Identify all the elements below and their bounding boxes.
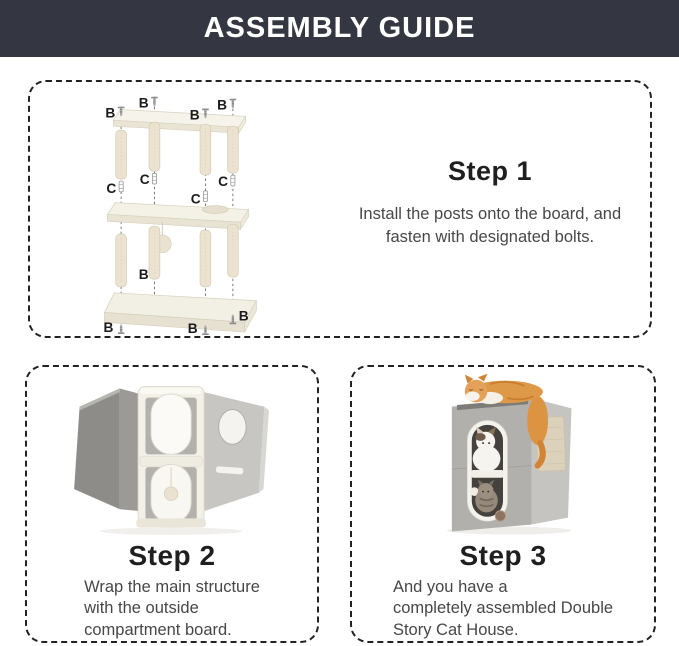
step-3-desc-line: Story Cat House. bbox=[392, 620, 519, 639]
header-bar bbox=[0, 0, 679, 57]
bolt-label: B bbox=[217, 97, 228, 113]
connector-label: C bbox=[218, 173, 229, 189]
bolt-label: B bbox=[105, 105, 116, 121]
top-board bbox=[113, 110, 245, 134]
right-compartment-board bbox=[204, 392, 269, 511]
peek-hole bbox=[219, 410, 246, 445]
step-3-desc-line: And you have a bbox=[392, 577, 508, 596]
step-1-description bbox=[336, 203, 644, 250]
step-3-title: Step 3 bbox=[459, 539, 547, 571]
page-title: ASSEMBLY GUIDE bbox=[203, 12, 476, 44]
left-compartment-board bbox=[74, 388, 140, 511]
lower-posts bbox=[116, 224, 239, 287]
connector-label: C bbox=[190, 191, 201, 207]
step-1-desc-line: Install the posts onto the board, and bbox=[358, 205, 622, 223]
bolt-label: B bbox=[103, 320, 114, 335]
brand-tag bbox=[495, 511, 505, 521]
middle-board bbox=[107, 203, 248, 229]
connector-label: C bbox=[139, 172, 150, 188]
step-3-image bbox=[403, 372, 603, 537]
hanging-ball-toy bbox=[164, 487, 178, 501]
step-1-title: Step 1 bbox=[447, 156, 533, 186]
upper-oval-opening bbox=[151, 394, 191, 454]
step-2-desc-line: with the outside bbox=[84, 599, 199, 618]
bolt-label: B bbox=[189, 107, 200, 123]
step-2-desc-line: compartment board. bbox=[84, 620, 232, 639]
step-3-panel bbox=[350, 365, 656, 643]
bolt-label: B bbox=[138, 267, 149, 283]
bolt-label: B bbox=[138, 95, 149, 111]
step-1-panel bbox=[28, 80, 652, 338]
step-2-title: Step 2 bbox=[128, 539, 216, 571]
step-3-desc-line: completely assembled Double bbox=[392, 599, 614, 618]
step-2-image bbox=[66, 372, 278, 537]
bolt-label: B bbox=[238, 308, 249, 324]
main-structure bbox=[136, 387, 206, 528]
step-1-text-block bbox=[336, 156, 644, 250]
upper-post-stitching bbox=[121, 126, 233, 175]
step-2-description bbox=[84, 577, 260, 641]
bottom-board bbox=[104, 293, 256, 332]
step-1-assembly-diagram bbox=[88, 85, 266, 335]
step-2-panel bbox=[25, 365, 319, 643]
step-1-desc-line: fasten with designated bolts. bbox=[385, 228, 595, 247]
connector-label: C bbox=[106, 180, 117, 196]
step-3-description bbox=[393, 577, 613, 641]
step-2-desc-line: Wrap the main structure bbox=[84, 577, 260, 596]
bolt-label: B bbox=[187, 321, 198, 335]
floor-shadow bbox=[100, 528, 243, 535]
